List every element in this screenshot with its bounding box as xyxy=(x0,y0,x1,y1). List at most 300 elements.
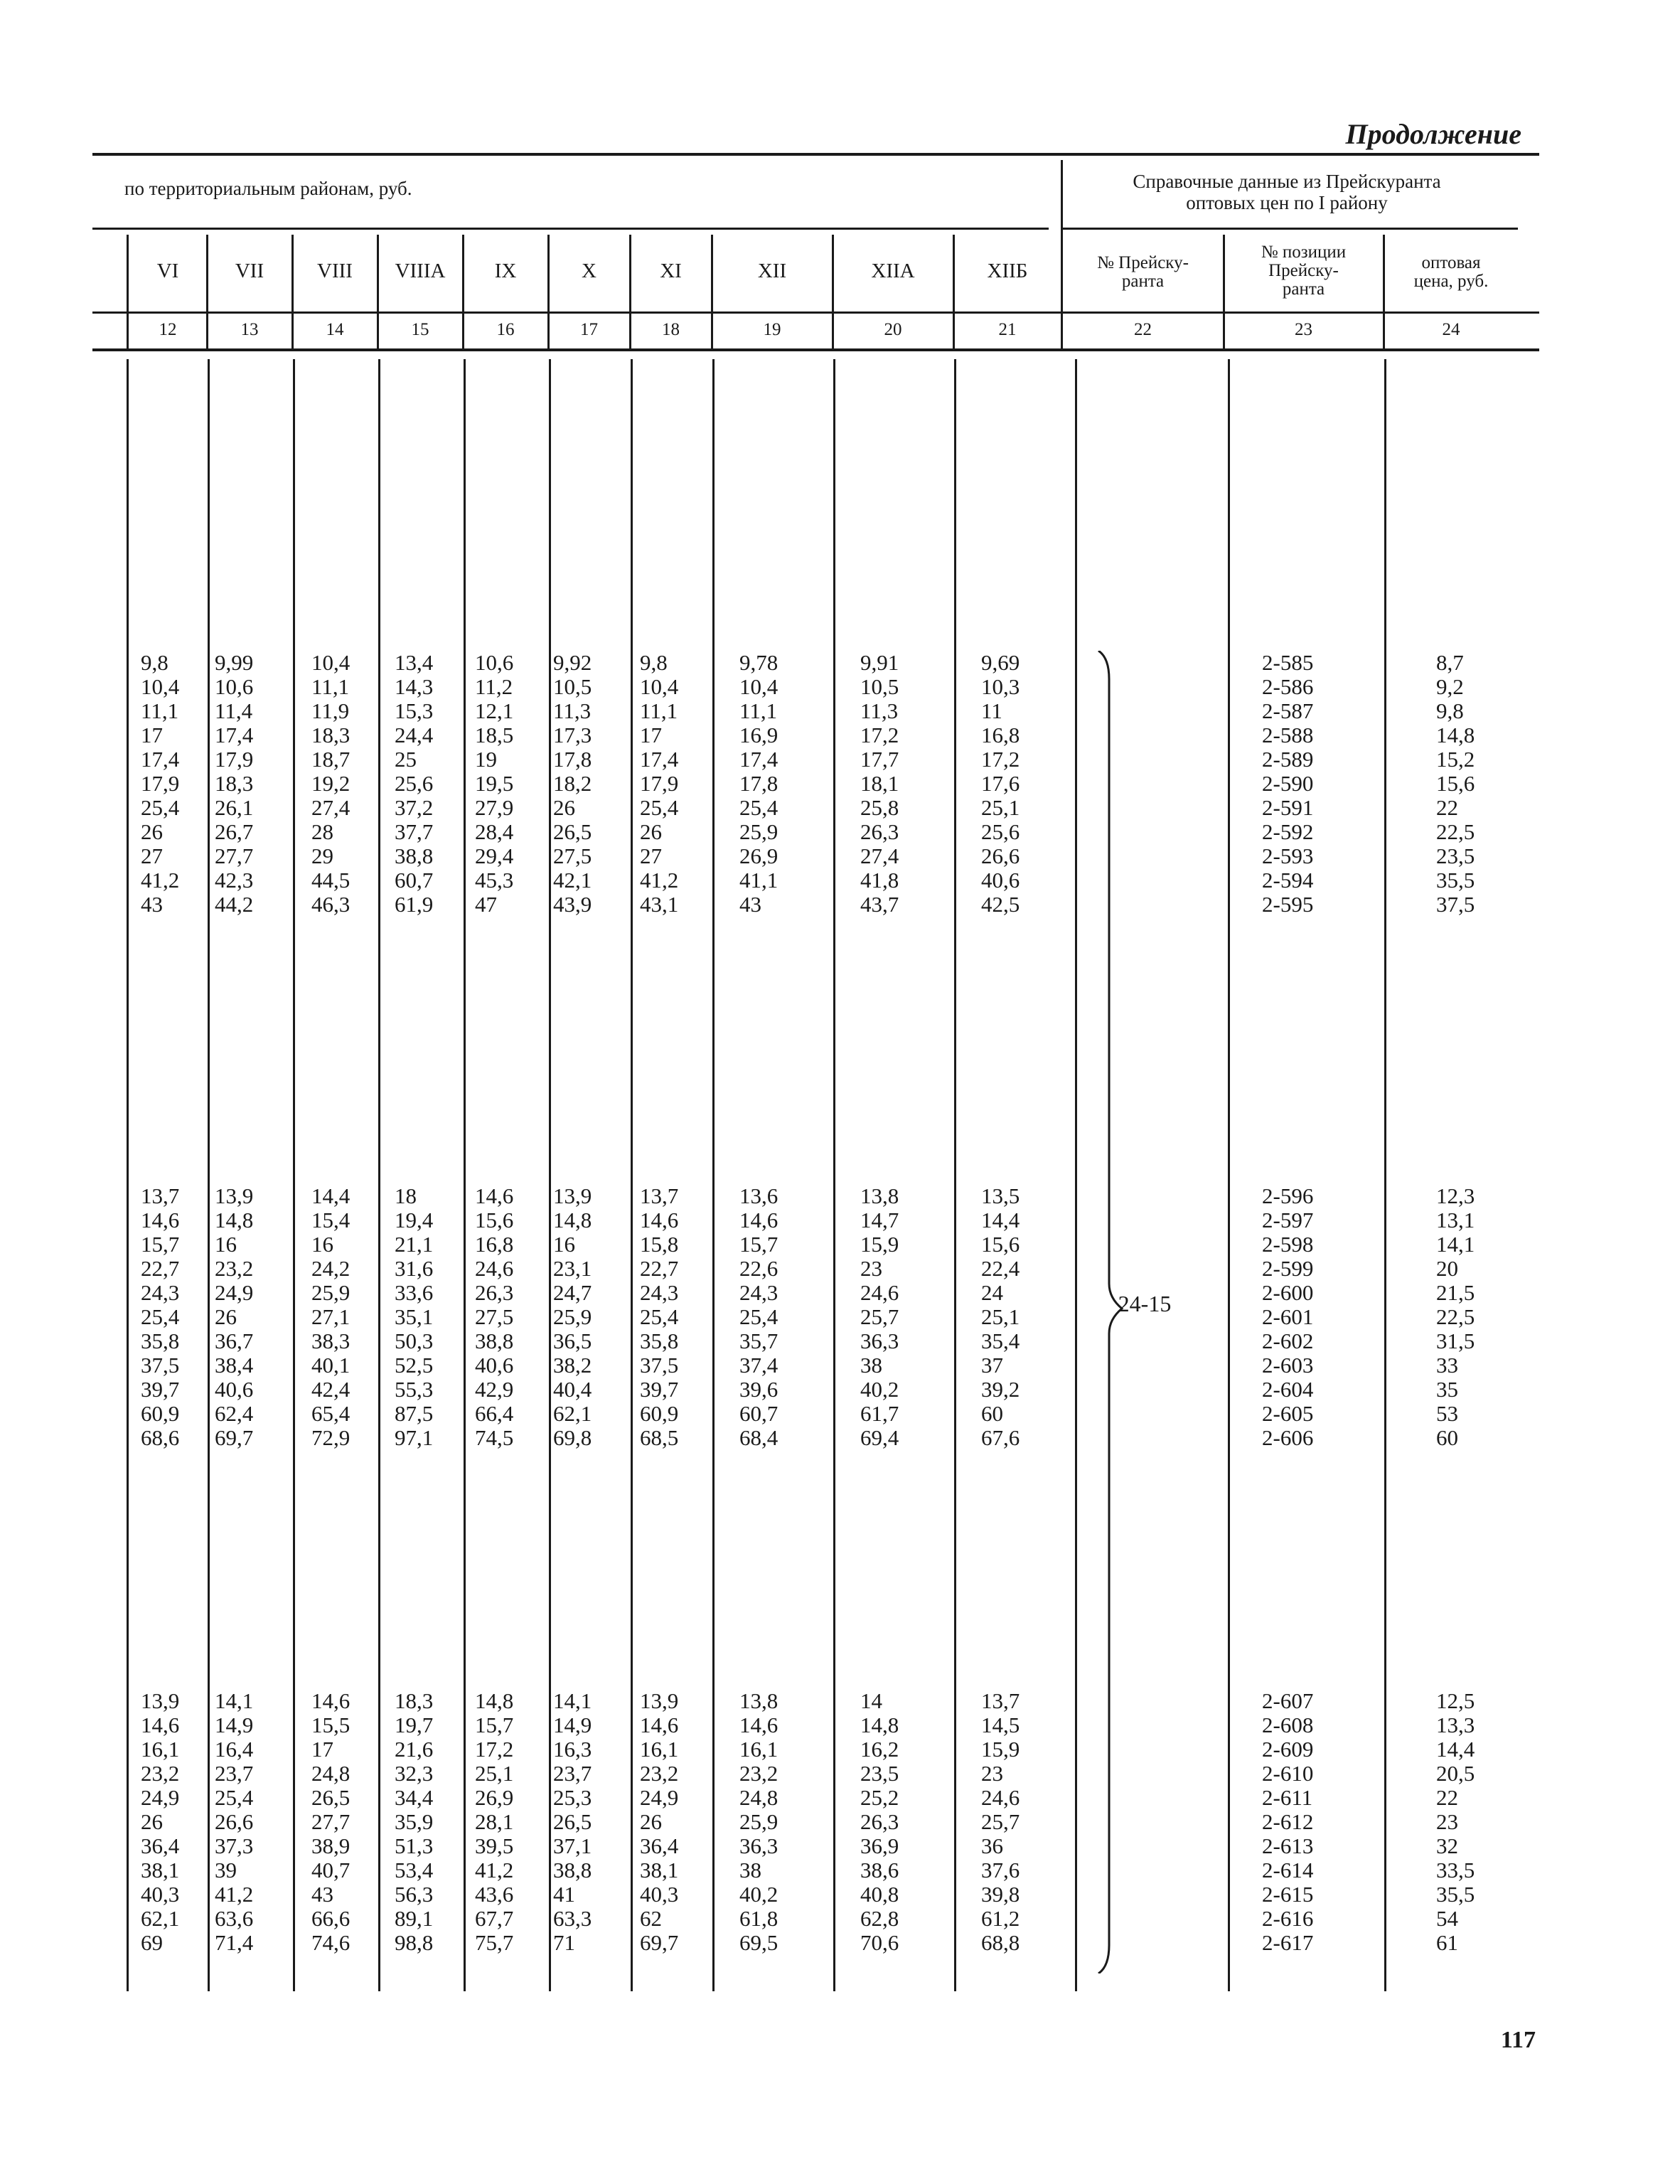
cell-value: 38,9 xyxy=(311,1833,351,1858)
column-number-19: 19 xyxy=(763,320,781,339)
group-2-col-16 xyxy=(475,1184,513,1450)
header-column-divider xyxy=(1223,235,1225,348)
cell-value: 47 xyxy=(475,892,497,917)
cell-value: 16,2 xyxy=(860,1737,899,1762)
column-number-13: 13 xyxy=(240,320,259,339)
column-header-line: оптовая xyxy=(1421,253,1481,272)
cell-value: 62,8 xyxy=(860,1906,899,1931)
cell-value: 17,7 xyxy=(860,747,899,772)
group-1-positions xyxy=(1262,651,1313,917)
column-header-24 xyxy=(1384,254,1518,291)
cell-value: 23,5 xyxy=(1436,843,1475,868)
cell-value: 71 xyxy=(553,1930,575,1955)
group-2-col-15 xyxy=(395,1184,433,1450)
cell-value: 41,8 xyxy=(860,868,899,893)
cell-value: 2-615 xyxy=(1262,1882,1314,1907)
cell-value: 2-598 xyxy=(1262,1232,1314,1257)
group-2-col-17 xyxy=(553,1184,592,1450)
header-column-divider xyxy=(206,235,208,348)
cell-value: 13,8 xyxy=(860,1183,899,1208)
cell-value: 2-617 xyxy=(1262,1930,1314,1955)
cell-value: 15,7 xyxy=(739,1232,779,1257)
cell-value: 65,4 xyxy=(311,1401,351,1426)
cell-value: 25,4 xyxy=(640,795,679,820)
cell-value: 13,8 xyxy=(739,1688,779,1713)
cell-value: 25,4 xyxy=(739,1304,779,1329)
cell-value: 13,7 xyxy=(141,1183,180,1208)
cell-value: 28,1 xyxy=(475,1809,514,1834)
cell-value: 25,9 xyxy=(739,1809,779,1834)
cell-value: 39,7 xyxy=(141,1377,180,1402)
cell-value: 69,7 xyxy=(640,1930,679,1955)
cell-value: 40,8 xyxy=(860,1882,899,1907)
cell-value: 25,8 xyxy=(860,795,899,820)
header-column-divider xyxy=(711,235,713,348)
cell-value: 21,6 xyxy=(395,1737,434,1762)
column-number-22: 22 xyxy=(1134,320,1152,339)
cell-value: 61,2 xyxy=(981,1906,1020,1931)
column-header-20: XIIA xyxy=(871,260,915,282)
cell-value: 25,9 xyxy=(739,819,779,844)
cell-value: 15,4 xyxy=(311,1208,351,1232)
cell-value: 14,1 xyxy=(215,1688,254,1713)
cell-value: 13,5 xyxy=(981,1183,1020,1208)
cell-value: 35,4 xyxy=(981,1328,1020,1353)
cell-value: 2-597 xyxy=(1262,1208,1314,1232)
cell-value: 10,4 xyxy=(141,674,180,699)
cell-value: 40,7 xyxy=(311,1858,351,1882)
group-1-col-19 xyxy=(739,651,778,917)
cell-value: 26 xyxy=(553,795,575,820)
cell-value: 24,6 xyxy=(981,1785,1020,1810)
column-header-19: XII xyxy=(757,260,787,282)
cell-value: 24,9 xyxy=(141,1785,180,1810)
cell-value: 36,5 xyxy=(553,1328,592,1353)
price-list-number: 24-15 xyxy=(1118,1291,1172,1316)
column-header-line: Прейску- xyxy=(1268,261,1339,280)
reference-title-line1: Справочные данные из Прейскуранта xyxy=(1133,171,1441,192)
cell-value: 15,7 xyxy=(141,1232,180,1257)
column-header-line: № позиции xyxy=(1261,243,1347,262)
cell-value: 25,6 xyxy=(981,819,1020,844)
cell-value: 26,5 xyxy=(553,819,592,844)
cell-value: 98,8 xyxy=(395,1930,434,1955)
cell-value: 17,4 xyxy=(215,723,254,747)
cell-value: 13,9 xyxy=(215,1183,254,1208)
cell-value: 24,6 xyxy=(860,1280,899,1305)
cell-value: 36,3 xyxy=(860,1328,899,1353)
cell-value: 23,2 xyxy=(215,1256,254,1281)
cell-value: 26 xyxy=(640,1809,662,1834)
cell-value: 35,9 xyxy=(395,1809,434,1834)
body-column-rule xyxy=(127,359,129,1991)
cell-value: 2-613 xyxy=(1262,1833,1314,1858)
cell-value: 22 xyxy=(1436,1785,1458,1810)
cell-value: 40,3 xyxy=(640,1882,679,1907)
cell-value: 25,4 xyxy=(141,795,180,820)
cell-value: 13,7 xyxy=(981,1688,1020,1713)
group-1-col-18 xyxy=(640,651,678,917)
cell-value: 2-593 xyxy=(1262,843,1314,868)
cell-value: 17,9 xyxy=(215,747,254,772)
cell-value: 22,6 xyxy=(739,1256,779,1281)
cell-value: 24,2 xyxy=(311,1256,351,1281)
cell-value: 23,2 xyxy=(141,1761,180,1786)
cell-value: 69 xyxy=(141,1930,163,1955)
cell-value: 11,9 xyxy=(311,698,350,723)
cell-value: 25,4 xyxy=(215,1785,254,1810)
cell-value: 38,3 xyxy=(311,1328,351,1353)
cell-value: 19,4 xyxy=(395,1208,434,1232)
cell-value: 18,3 xyxy=(215,771,254,796)
header-column-divider xyxy=(1383,235,1385,348)
cell-value: 14,7 xyxy=(860,1208,899,1232)
cell-value: 11,2 xyxy=(475,674,513,699)
cell-value: 27,5 xyxy=(553,843,592,868)
cell-value: 14,8 xyxy=(475,1688,514,1713)
cell-value: 13,6 xyxy=(739,1183,779,1208)
cell-value: 41,2 xyxy=(141,868,180,893)
cell-value: 42,9 xyxy=(475,1377,514,1402)
group-1-col-12 xyxy=(141,651,179,917)
cell-value: 22,7 xyxy=(640,1256,679,1281)
cell-value: 36,3 xyxy=(739,1833,779,1858)
cell-value: 14,5 xyxy=(981,1712,1020,1737)
cell-value: 74,5 xyxy=(475,1425,514,1450)
cell-value: 26,1 xyxy=(215,795,254,820)
group-1-col-20 xyxy=(860,651,899,917)
cell-value: 15,9 xyxy=(981,1737,1020,1762)
column-number-17: 17 xyxy=(580,320,598,339)
column-header-14: VIII xyxy=(317,260,353,282)
cell-value: 26 xyxy=(215,1304,237,1329)
cell-value: 2-609 xyxy=(1262,1737,1314,1762)
cell-value: 17 xyxy=(311,1737,333,1762)
cell-value: 37,3 xyxy=(215,1833,254,1858)
cell-value: 2-612 xyxy=(1262,1809,1314,1834)
cell-value: 17,2 xyxy=(860,723,899,747)
cell-value: 17,4 xyxy=(141,747,180,772)
cell-value: 37,2 xyxy=(395,795,434,820)
cell-value: 60,7 xyxy=(395,868,434,893)
cell-value: 21,1 xyxy=(395,1232,434,1257)
cell-value: 15,6 xyxy=(475,1208,514,1232)
cell-value: 24,8 xyxy=(311,1761,351,1786)
cell-value: 38 xyxy=(860,1353,882,1378)
cell-value: 43,9 xyxy=(553,892,592,917)
cell-value: 2-607 xyxy=(1262,1688,1314,1713)
group-1-col-16 xyxy=(475,651,513,917)
cell-value: 16,8 xyxy=(475,1232,514,1257)
cell-value: 25,1 xyxy=(475,1761,514,1786)
cell-value: 21,5 xyxy=(1436,1280,1475,1305)
cell-value: 9,8 xyxy=(1436,698,1464,723)
cell-value: 24,3 xyxy=(141,1280,180,1305)
cell-value: 35 xyxy=(1436,1377,1458,1402)
cell-value: 41,2 xyxy=(215,1882,254,1907)
cell-value: 2-603 xyxy=(1262,1353,1314,1378)
cell-value: 18,3 xyxy=(311,723,351,747)
cell-value: 25,9 xyxy=(553,1304,592,1329)
cell-value: 22,7 xyxy=(141,1256,180,1281)
cell-value: 20 xyxy=(1436,1256,1458,1281)
cell-value: 24,4 xyxy=(395,723,434,747)
cell-value: 40,6 xyxy=(215,1377,254,1402)
cell-value: 27,5 xyxy=(475,1304,514,1329)
cell-value: 17,9 xyxy=(640,771,679,796)
cell-value: 66,6 xyxy=(311,1906,351,1931)
cell-value: 2-586 xyxy=(1262,674,1314,699)
cell-value: 13,9 xyxy=(141,1688,180,1713)
group-2-col-13 xyxy=(215,1184,253,1450)
column-number-18: 18 xyxy=(662,320,680,339)
cell-value: 24 xyxy=(981,1280,1003,1305)
cell-value: 43,7 xyxy=(860,892,899,917)
cell-value: 26,3 xyxy=(860,1809,899,1834)
cell-value: 40,6 xyxy=(981,868,1020,893)
cell-value: 52,5 xyxy=(395,1353,434,1378)
cell-value: 37 xyxy=(981,1353,1003,1378)
cell-value: 2-588 xyxy=(1262,723,1314,747)
cell-value: 60 xyxy=(1436,1425,1458,1450)
cell-value: 37,7 xyxy=(395,819,434,844)
cell-value: 62,1 xyxy=(553,1401,592,1426)
cell-value: 16,1 xyxy=(739,1737,779,1762)
cell-value: 43 xyxy=(141,892,163,917)
group-2-col-19 xyxy=(739,1184,778,1450)
cell-value: 14,8 xyxy=(215,1208,254,1232)
group-2-col-14 xyxy=(311,1184,350,1450)
cell-value: 38,6 xyxy=(860,1858,899,1882)
cell-value: 40,4 xyxy=(553,1377,592,1402)
cell-value: 15,6 xyxy=(1436,771,1475,796)
cell-value: 12,3 xyxy=(1436,1183,1475,1208)
group-3-col-19 xyxy=(739,1689,778,1955)
cell-value: 50,3 xyxy=(395,1328,434,1353)
header-column-divider xyxy=(462,235,464,348)
cell-value: 14,1 xyxy=(553,1688,592,1713)
column-header-22 xyxy=(1063,254,1223,291)
cell-value: 18,1 xyxy=(860,771,899,796)
cell-value: 46,3 xyxy=(311,892,351,917)
cell-value: 43,6 xyxy=(475,1882,514,1907)
cell-value: 39,5 xyxy=(475,1833,514,1858)
cell-value: 38,8 xyxy=(553,1858,592,1882)
cell-value: 39,8 xyxy=(981,1882,1020,1907)
cell-value: 60,9 xyxy=(640,1401,679,1426)
cell-value: 14,4 xyxy=(1436,1737,1475,1762)
cell-value: 25,4 xyxy=(141,1304,180,1329)
cell-value: 55,3 xyxy=(395,1377,434,1402)
cell-value: 11,3 xyxy=(860,698,899,723)
cell-value: 38,8 xyxy=(475,1328,514,1353)
cell-value: 36,4 xyxy=(640,1833,679,1858)
cell-value: 9,2 xyxy=(1436,674,1464,699)
cell-value: 9,92 xyxy=(553,650,592,675)
cell-value: 37,5 xyxy=(640,1353,679,1378)
group-2-prices xyxy=(1436,1184,1475,1450)
cell-value: 24,9 xyxy=(215,1280,254,1305)
cell-value: 8,7 xyxy=(1436,650,1464,675)
cell-value: 36,7 xyxy=(215,1328,254,1353)
group-2-col-18 xyxy=(640,1184,678,1450)
group-3-col-18 xyxy=(640,1689,678,1955)
cell-value: 74,6 xyxy=(311,1930,351,1955)
page-number: 117 xyxy=(1500,2027,1536,2053)
group-3-positions xyxy=(1262,1689,1313,1955)
cell-value: 54 xyxy=(1436,1906,1458,1931)
cell-value: 16 xyxy=(553,1232,575,1257)
cell-value: 9,8 xyxy=(141,650,168,675)
cell-value: 25,7 xyxy=(981,1809,1020,1834)
column-number-21: 21 xyxy=(998,320,1017,339)
cell-value: 43 xyxy=(311,1882,333,1907)
cell-value: 62,4 xyxy=(215,1401,254,1426)
cell-value: 14,6 xyxy=(141,1208,180,1232)
column-header-17: X xyxy=(582,260,596,282)
cell-value: 18,5 xyxy=(475,723,514,747)
cell-value: 42,5 xyxy=(981,892,1020,917)
cell-value: 68,8 xyxy=(981,1930,1020,1955)
cell-value: 15,6 xyxy=(981,1232,1020,1257)
cell-value: 35,8 xyxy=(640,1328,679,1353)
cell-value: 15,7 xyxy=(475,1712,514,1737)
cell-value: 9,91 xyxy=(860,650,899,675)
cell-value: 2-600 xyxy=(1262,1280,1314,1305)
cell-value: 44,5 xyxy=(311,868,351,893)
header-rule-left xyxy=(92,228,1049,230)
cell-value: 53 xyxy=(1436,1401,1458,1426)
cell-value: 10,5 xyxy=(553,674,592,699)
cell-value: 14,4 xyxy=(981,1208,1020,1232)
column-header-18: XI xyxy=(660,260,682,282)
column-header-12: VI xyxy=(156,260,179,282)
column-number-20: 20 xyxy=(884,320,902,339)
cell-value: 9,69 xyxy=(981,650,1020,675)
cell-value: 38,4 xyxy=(215,1353,254,1378)
cell-value: 68,4 xyxy=(739,1425,779,1450)
cell-value: 17,2 xyxy=(981,747,1020,772)
cell-value: 14,3 xyxy=(395,674,434,699)
cell-value: 26,3 xyxy=(860,819,899,844)
cell-value: 38,2 xyxy=(553,1353,592,1378)
cell-value: 19 xyxy=(475,747,497,772)
cell-value: 25,1 xyxy=(981,795,1020,820)
body-column-rule xyxy=(954,359,956,1991)
cell-value: 25,1 xyxy=(981,1304,1020,1329)
cell-value: 14,6 xyxy=(739,1712,779,1737)
cell-value: 2-604 xyxy=(1262,1377,1314,1402)
cell-value: 9,8 xyxy=(640,650,668,675)
group-1-col-13 xyxy=(215,651,253,917)
header-column-divider xyxy=(377,235,379,348)
cell-value: 40,1 xyxy=(311,1353,351,1378)
cell-value: 2-596 xyxy=(1262,1183,1314,1208)
cell-value: 53,4 xyxy=(395,1858,434,1882)
cell-value: 17,4 xyxy=(739,747,779,772)
cell-value: 25,2 xyxy=(860,1785,899,1810)
cell-value: 25,9 xyxy=(311,1280,351,1305)
cell-value: 16,8 xyxy=(981,723,1020,747)
group-3-col-13 xyxy=(215,1689,253,1955)
cell-value: 11,3 xyxy=(553,698,592,723)
cell-value: 25,4 xyxy=(739,795,779,820)
cell-value: 2-601 xyxy=(1262,1304,1314,1329)
cell-value: 22,5 xyxy=(1436,1304,1475,1329)
cell-value: 29 xyxy=(311,843,333,868)
group-2-col-12 xyxy=(141,1184,179,1450)
cell-value: 15,8 xyxy=(640,1232,679,1257)
header-column-divider xyxy=(953,235,955,348)
cell-value: 39 xyxy=(215,1858,237,1882)
header-column-divider xyxy=(547,235,550,348)
cell-value: 42,4 xyxy=(311,1377,351,1402)
cell-value: 41,2 xyxy=(640,868,679,893)
cell-value: 10,3 xyxy=(981,674,1020,699)
cell-value: 26 xyxy=(141,819,163,844)
group-1-prices xyxy=(1436,651,1475,917)
cell-value: 17,8 xyxy=(739,771,779,796)
cell-value: 2-611 xyxy=(1262,1785,1313,1810)
cell-value: 19,7 xyxy=(395,1712,434,1737)
cell-value: 75,7 xyxy=(475,1930,514,1955)
cell-value: 16,1 xyxy=(640,1737,679,1762)
cell-value: 23,2 xyxy=(739,1761,779,1786)
cell-value: 2-585 xyxy=(1262,650,1314,675)
cell-value: 40,3 xyxy=(141,1882,180,1907)
cell-value: 67,7 xyxy=(475,1906,514,1931)
cell-value: 23 xyxy=(1436,1809,1458,1834)
label-row-rule xyxy=(92,311,1539,314)
cell-value: 43,1 xyxy=(640,892,679,917)
column-number-12: 12 xyxy=(159,320,177,339)
reference-title xyxy=(1066,171,1507,213)
group-2-col-20 xyxy=(860,1184,899,1450)
cell-value: 35,7 xyxy=(739,1328,779,1353)
cell-value: 68,5 xyxy=(640,1425,679,1450)
cell-value: 42,3 xyxy=(215,868,254,893)
cell-value: 36,9 xyxy=(860,1833,899,1858)
header-left-edge xyxy=(127,235,129,348)
cell-value: 37,6 xyxy=(981,1858,1020,1882)
group-1-col-17 xyxy=(553,651,592,917)
cell-value: 69,5 xyxy=(739,1930,779,1955)
cell-value: 31,5 xyxy=(1436,1328,1475,1353)
group-3-col-21 xyxy=(981,1689,1020,1955)
cell-value: 62 xyxy=(640,1906,662,1931)
cell-value: 89,1 xyxy=(395,1906,434,1931)
cell-value: 11,4 xyxy=(215,698,253,723)
cell-value: 26,9 xyxy=(475,1785,514,1810)
group-3-col-20 xyxy=(860,1689,899,1955)
column-header-line: ранта xyxy=(1121,272,1165,291)
cell-value: 26,6 xyxy=(981,843,1020,868)
cell-value: 19,5 xyxy=(475,771,514,796)
cell-value: 12,1 xyxy=(475,698,514,723)
cell-value: 23,2 xyxy=(640,1761,679,1786)
cell-value: 70,6 xyxy=(860,1930,899,1955)
cell-value: 17,9 xyxy=(141,771,180,796)
cell-value: 35,5 xyxy=(1436,868,1475,893)
cell-value: 27,4 xyxy=(311,795,351,820)
cell-value: 43 xyxy=(739,892,761,917)
cell-value: 45,3 xyxy=(475,868,514,893)
cell-value: 26,6 xyxy=(215,1809,254,1834)
cell-value: 56,3 xyxy=(395,1882,434,1907)
number-row-rule xyxy=(92,348,1539,351)
cell-value: 35,8 xyxy=(141,1328,180,1353)
region-title: по территориальным районам, руб. xyxy=(124,178,412,199)
